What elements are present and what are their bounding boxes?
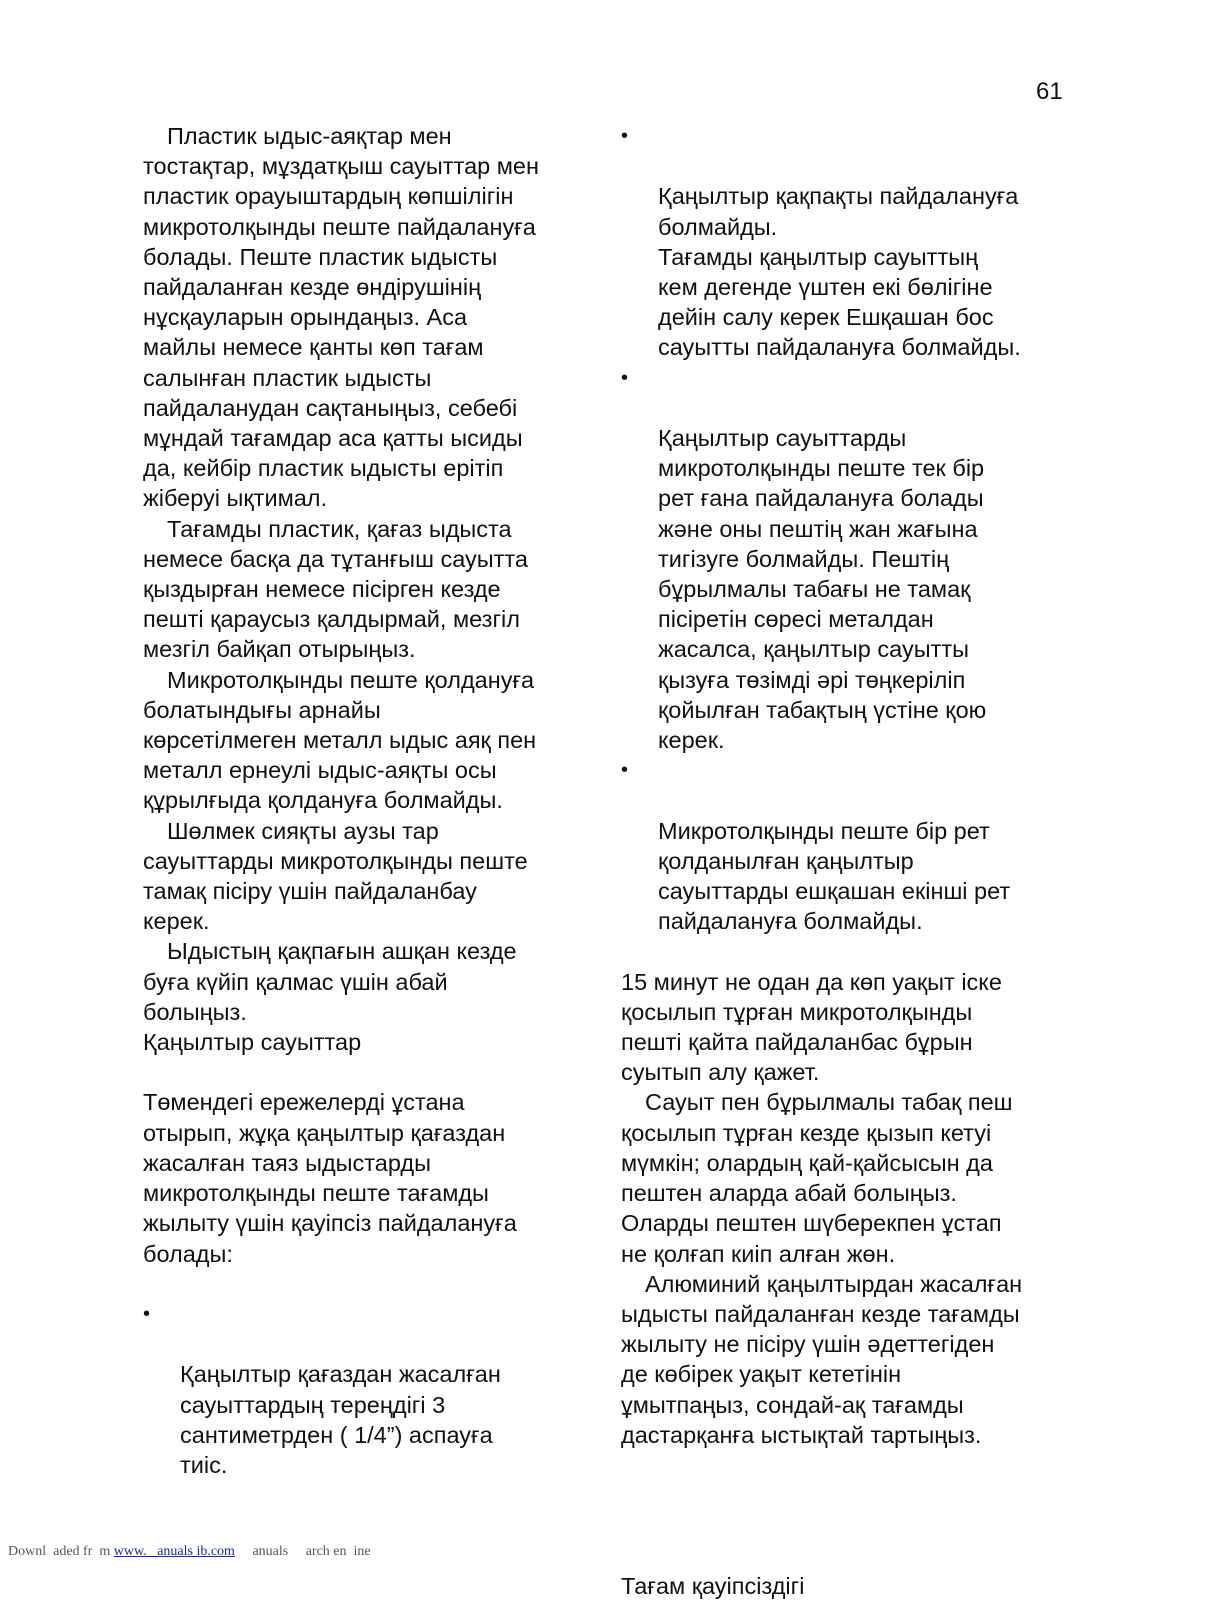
paragraph-narrow-containers: Шөлмек сияқты аузы тар сауыттарды микротолқынды пеште тамақ пісіру үшін пайдаланбау керек. (143, 817, 528, 935)
list-item (621, 363, 1076, 756)
footer-link[interactable]: www. anuals ib.com (113, 1544, 235, 1559)
bullet-icon: • (621, 759, 629, 782)
bullet-list-right-2 (621, 363, 1076, 937)
download-footer (8, 1543, 371, 1561)
list-item-text: Қаңылтыр қағаздан жасалған сауыттардың тереңдігі 3 сантиметрден ( 1/4”) аспауға тиіс. (180, 1361, 501, 1478)
page-number: 61 (1036, 78, 1063, 105)
footer-suffix: anuals arch en ine (234, 1544, 371, 1559)
paragraph-hot-tray: Сауыт пен бұрылмалы табақ пеш қосылып тұрған кезде қызып кетуі мүмкін; олардың қай-қайсысын да пештен аларда абай болыңыз. Оларды пештен шүберекпен ұстап не қолғап киіп алған жөн. (621, 1089, 1013, 1267)
paragraph-steam-warning: Ыдыстың қақпағын ашқан кезде буға күйіп қалмас үшін абай болыңыз. (143, 938, 517, 1025)
spacer (621, 936, 1076, 966)
list-item-text: Қаңылтыр қақпақты пайдалануға болмайды. (658, 183, 1019, 240)
list-item (143, 1299, 598, 1480)
section-heading-food-safety: Тағам қауіпсіздігі (621, 1572, 805, 1599)
spacer (621, 1510, 1076, 1540)
list-item-text: Қаңылтыр сауыттарды микротолқынды пеште тек бір рет ғана пайдалануға болады және оны пештің жан жағына тигізуге болмайды. Пештің бұрылмалы табағы не тамақ пісіретін сөресі металдан жасалса, қаңылтыр сауытты қызуға төзімді әрі төңкеріліп қойылған табақтың үстіне қою керек. (658, 425, 987, 754)
spacer (621, 1480, 1076, 1510)
paragraph-aluminium-foil: Алюминий қаңылтырдан жасалған ыдысты пайдаланған кезде тағамды жылыту не пісіру үшін әдеттегіден де көбірек уақыт кететінін ұмытпаңыз, сондай-ақ тағамды дастарқанға ыстықтай тартыңыз. (621, 1270, 1023, 1448)
section-heading-foil-containers: Қаңылтыр сауыттар (143, 1029, 362, 1056)
bullet-list-left (143, 1299, 598, 1480)
paragraph-foil-rules: Төмендегі ережелерді ұстана отырып, жұқа қаңылтыр қағаздан жасалған таяз ыдыстарды микротолқынды пеште тағамды жылыту үшін қауіпсіз пайдалануға болады: (143, 1089, 517, 1267)
list-item (621, 755, 1076, 936)
bullet-icon: • (621, 366, 629, 389)
left-column (143, 121, 598, 1480)
paragraph-plastic-dishes: Пластик ыдыс-аяқтар мен тостақтар, мұздатқыш сауыттар мен пластик орауыштардың көпшілігін микротолқынды пеште пайдалануға болады. Пеште пластик ыдысты пайдаланған кезде өндірушінің нұсқауларын орындаңыз. Аса майлы немесе қанты көп тағам салынған пластик ыдысты пайдаланудан сақтаныңыз, себебі мұндай тағамдар аса қатты ысиды да, кейбір пластик ыдысты ерітіп жіберуі ықтимал. (143, 123, 539, 512)
bullet-icon: • (621, 125, 629, 147)
list-item-text: Микротолқынды пеште бір рет қолданылған қаңылтыр сауыттарды ешқашан екінші рет пайдалануға болмайды. (658, 817, 1011, 935)
bullet-list-right (621, 121, 1076, 242)
paragraph-metal-dishes: Микротолқынды пеште қолдануға болатындығы арнайы көрсетілмеген металл ыдыс аяқ пен металл ернеулі ыдыс-аяқты осы құрылғыда қолдануға болмайды. (143, 666, 537, 814)
list-item (621, 121, 1076, 242)
spacer (143, 1057, 598, 1087)
footer-prefix: Downl aded fr m (8, 1544, 114, 1559)
list-item-continuation: Тағамды қаңылтыр сауыттың кем дегенде үштен екі бөлігіне дейін салу керек Ешқашан бос сауытты пайдалануға болмайды. (658, 243, 1021, 361)
bullet-icon: • (143, 1302, 151, 1325)
spacer (143, 1269, 598, 1299)
paragraph-cooling: 15 минут не одан да көп уақыт іске қосылып тұрған микротолқынды пешті қайта пайдаланбас бұрын суытып алу қажет. (621, 968, 1002, 1086)
paragraph-unattended-heating: Тағамды пластик, қағаз ыдыста немесе басқа да тұтанғыш сауытта қыздырған немесе пісірген кезде пешті қараусыз қалдырмай, мезгіл мезгіл байқап отырыңыз. (143, 515, 528, 663)
spacer (621, 1450, 1076, 1480)
spacer (621, 1540, 1076, 1570)
right-column (621, 121, 1076, 1601)
